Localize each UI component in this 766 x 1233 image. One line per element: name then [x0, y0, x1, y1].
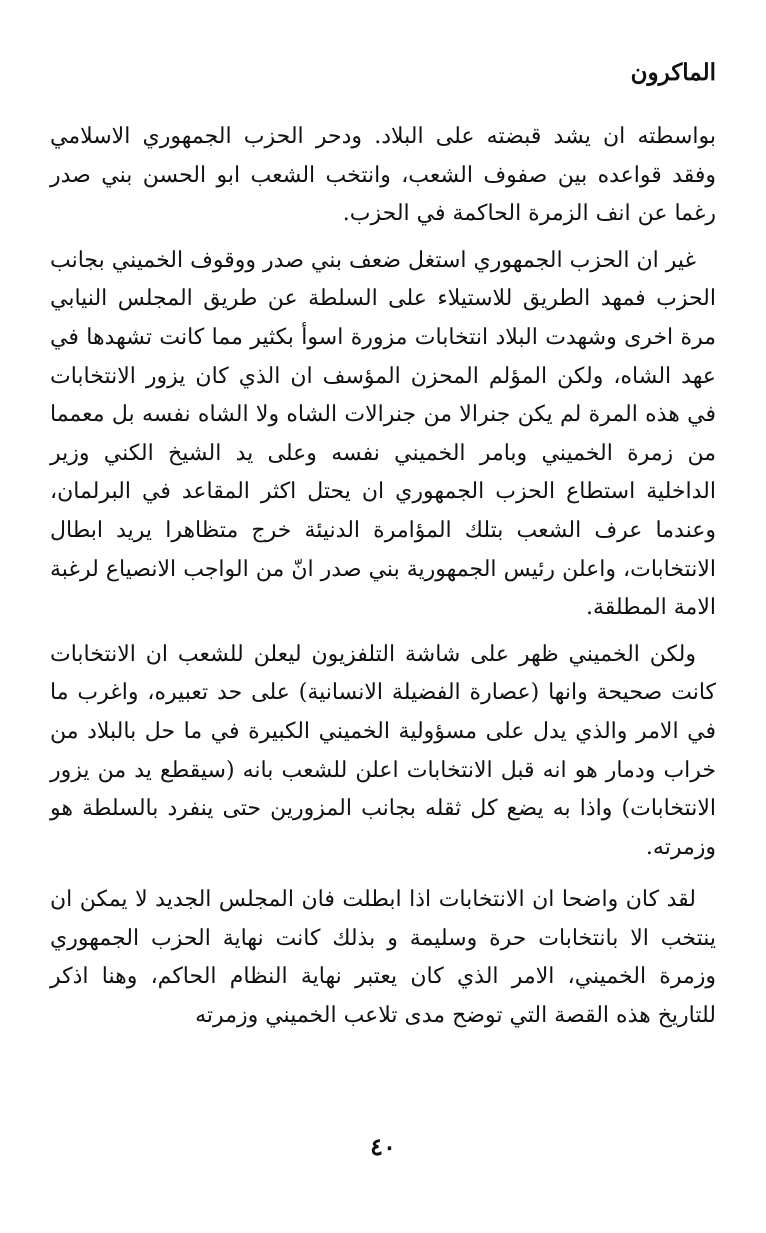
- page-number: ٤٠: [370, 1132, 396, 1161]
- paragraph-2: غير ان الحزب الجمهوري استغل ضعف بني صدر ووقوف الخميني بجانب الحزب فمهد الطريق للاستيلاء على السلطة عن طريق المجلس النيابي مرة اخرى وشهدت البلاد انتخابات مزورة اسوأ بكثير مما كانت تشهدها في عهد الشاه، ولكن المؤلم المحزن المؤسف ان الذي كان يزور الانتخابات في هذه المرة لم يكن جنرالا من جنرالات الشاه ولا الشاه نفسه بل معمما من زمرة الخميني وبامر الخميني نفسه وعلى يد الشيخ الكني وزير الداخلية استطاع الحزب الجمهوري ان يحتل اكثر المقاعد في البرلمان، وعندما عرف الشعب بتلك المؤامرة الدنيئة خرج متظاهرا يريد ابطال الانتخابات، واعلن رئيس الجمهورية بني صدر انّ من الواجب الانصياع لرغبة الامة المطلقة.: [50, 247, 716, 621]
- paragraph-3: ولكن الخميني ظهر على شاشة التلفزيون ليعلن للشعب ان الانتخابات كانت صحيحة وانها (عصارة الفضيلة الانسانية) على حد تعبيره، واغرب ما في الامر والذي يدل على مسؤولية الخميني الكبيرة في ما حل بالبلاد من خراب ودمار هو انه قبل الانتخابات اعلن للشعب بانه (سيقطع يد من يزور الانتخابات) واذا به يضع كل ثقله بجانب المزورين حتى ينفرد بالسلطة هو وزمرته.: [50, 641, 716, 860]
- body-text: [50, 118, 716, 1036]
- paragraph-gap: [50, 628, 716, 636]
- paragraph-gap: [50, 867, 716, 881]
- paragraph-gap: [50, 234, 716, 242]
- running-head: الماكرون: [630, 59, 716, 86]
- paragraph-4: لقد كان واضحا ان الانتخابات اذا ابطلت فان المجلس الجديد لا يمكن ان ينتخب الا بانتخابات حرة وسليمة و بذلك كانت نهاية الحزب الجمهوري وزمرة الخميني، الامر الذي كان يعتبر نهاية النظام الحاكم، وهنا اذكر للتاريخ هذه القصة التي توضح مدى تلاعب الخميني وزمرته: [50, 887, 716, 1029]
- paragraph-1: بواسطته ان يشد قبضته على البلاد. ودحر الحزب الجمهوري الاسلامي وفقد قواعده بين صفوف الشعب، وانتخب الشعب ابو الحسن بني صدر رغما عن انف الزمرة الحاكمة في الحزب.: [50, 124, 716, 227]
